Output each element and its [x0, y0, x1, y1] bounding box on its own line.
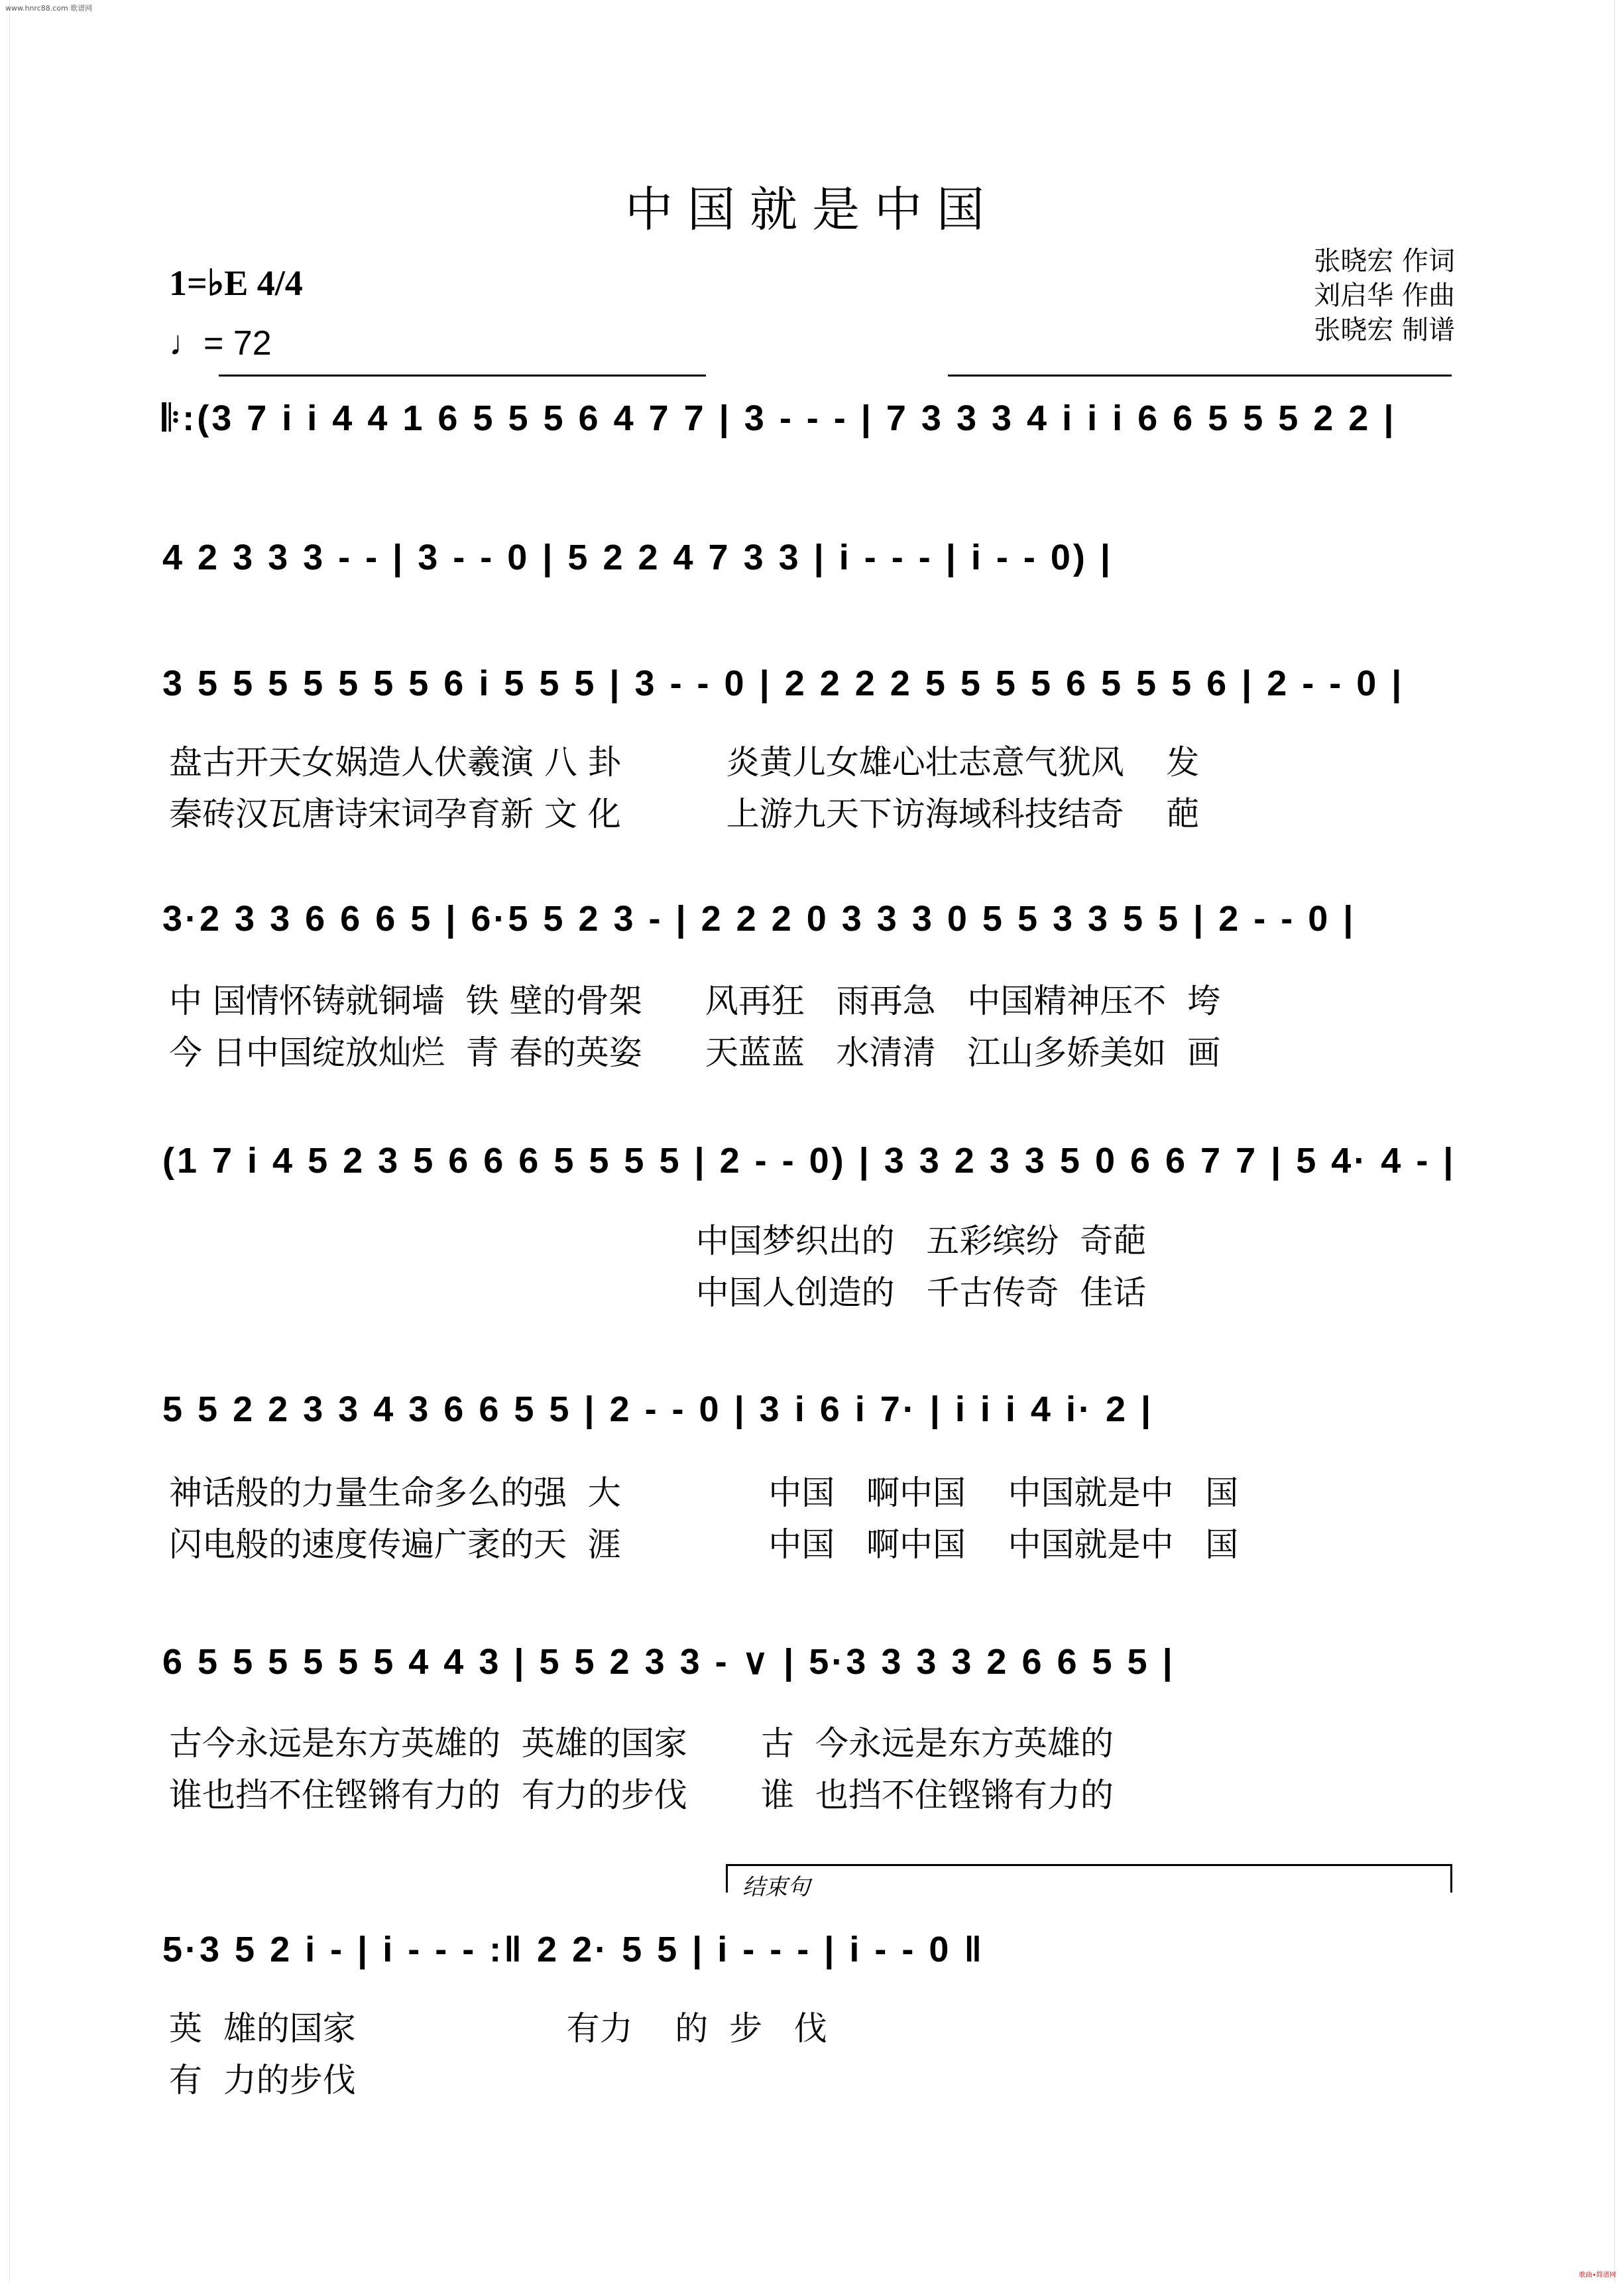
score-line-7 — [162, 1641, 1465, 1714]
phrase-line — [948, 375, 1452, 377]
key-signature: 1=♭E 4/4 — [169, 263, 303, 303]
score-line-2 — [162, 537, 1465, 610]
lyrics-line: 有 力的步伐 — [169, 2061, 356, 2099]
notation-text: 6 5 5 5 5 5 5 4 4 3 | 5 5 2 3 3 - ∨ | 5·3 3 3 3 2 6 6 5 5 | — [162, 1642, 1175, 1682]
lyrics-line: 中国人创造的 千古传奇 佳话 — [169, 1273, 1147, 1312]
lyrics-line: 闪电般的速度传遍广袤的天 涯 中国 啊中国 中国就是中 国 — [169, 1525, 1239, 1564]
notation-text: 5 5 2 2 3 3 4 3 6 6 5 5 | 2 - - 0 | 3 i 6 i 7· | i i i 4 i· 2 | — [162, 1389, 1154, 1429]
right-margin-strip — [1614, 0, 1624, 2283]
score-line-4 — [162, 898, 1465, 971]
notation-text: 3·2 3 3 6 6 6 5 | 6·5 5 2 3 - | 2 2 2 0 3 3 3 0 5 5 3 3 5 5 | 2 - - 0 | — [162, 899, 1356, 939]
notation-text: 3 5 5 5 5 5 5 5 6 i 5 5 5 | 3 - - 0 | 2 2 2 2 5 5 5 5 6 5 5 5 6 | 2 - - 0 | — [162, 664, 1405, 703]
arranger-credit: 张晓宏 制谱 — [1314, 315, 1455, 345]
lyrics-line: 英 雄的国家 有力 的 步 伐 — [169, 2009, 827, 2048]
lyrics-line: 古今永远是东方英雄的 英雄的国家 古 今永远是东方英雄的 — [169, 1724, 1114, 1763]
lyrics-line: 盘古开天女娲造人伏羲演 八 卦 炎黄儿女雄心壮志意气犹风 发 — [169, 743, 1200, 782]
score-line-8 — [162, 1929, 1465, 2002]
notation-text: 4 2 3 3 3 - - | 3 - - 0 | 5 2 2 4 7 3 3 | i - - - | i - - 0) | — [162, 538, 1113, 577]
score-line-5 — [162, 1140, 1465, 1213]
notation-text: (1 7 i 4 5 2 3 5 6 6 6 5 5 5 5 | 2 - - 0) | 3 3 2 3 3 5 0 6 6 7 7 | 5 4· 4 - | — [162, 1141, 1456, 1181]
lyrics-line: 今 日中国绽放灿烂 青 春的英姿 天蓝蓝 水清清 江山多娇美如 画 — [169, 1033, 1221, 1072]
phrase-line — [219, 375, 706, 377]
score-line-1 — [162, 398, 1465, 471]
lyrics-line: 中国梦织出的 五彩缤纷 奇葩 — [169, 1222, 1147, 1260]
lyrics-line: 中 国情怀铸就铜墙 铁 壁的骨架 风再狂 雨再急 中国精神压不 垮 — [169, 982, 1221, 1020]
notation-text: 𝄆:(3 7 i i 4 4 1 6 5 5 5 6 4 7 7 | 3 - - - | 7 3 3 3 4 i i i 6 6 5 5 5 2 2 | — [162, 398, 1397, 438]
lyricist-credit: 张晓宏 作词 — [1314, 246, 1455, 276]
lyrics-line: 谁也挡不住铿锵有力的 有力的步伐 谁 也挡不住铿锵有力的 — [169, 1776, 1114, 1814]
composer-credit: 刘启华 作曲 — [1314, 280, 1455, 311]
site-watermark: www.hnrc88.com 歌谱网 — [5, 4, 93, 13]
left-margin-strip — [0, 0, 10, 2283]
lyrics-line: 秦砖汉瓦唐诗宋词孕育新 文 化 上游九天下访海域科技结奇 葩 — [169, 795, 1200, 833]
notation-text: 5·3 5 2 i - | i - - - :‖ 2 2· 5 5 | i - - - | i - - 0 ‖ — [162, 1930, 985, 1969]
song-title: 中国就是中国 — [624, 182, 999, 237]
score-line-6 — [162, 1389, 1465, 1462]
ending-bracket — [726, 1864, 1452, 1901]
ending-label: 结束句 — [742, 1874, 810, 1901]
footer-watermark: 歌曲•简谱网 — [1579, 2272, 1616, 2279]
credits — [1314, 244, 1455, 347]
tempo-marking: ♩= 72 — [169, 324, 272, 363]
lyrics-line: 神话般的力量生命多么的强 大 中国 啊中国 中国就是中 国 — [169, 1474, 1239, 1512]
score-line-3 — [162, 663, 1465, 736]
